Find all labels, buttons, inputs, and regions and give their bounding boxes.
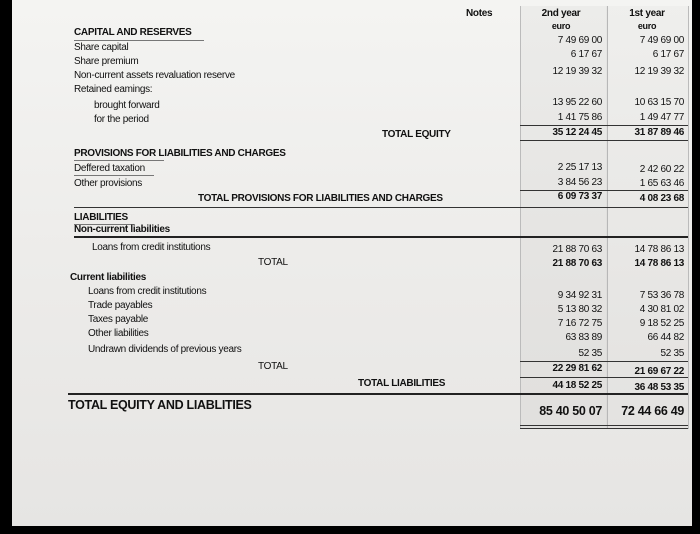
value-y2: 13 95 22 60 [552, 97, 602, 108]
value-y1: 7 49 69 00 [639, 35, 684, 46]
value-y2: 5 13 80 32 [557, 304, 602, 315]
row-label: Taxes payable [88, 314, 149, 325]
value-y2: 1 41 75 86 [557, 112, 602, 123]
grand-total-label: TOTAL EQUITY AND LIABLITIES [68, 398, 252, 412]
noncurrent-total-label: TOTAL [258, 257, 288, 268]
year1-unit: euro [637, 21, 657, 31]
value-y2: 44 18 52 25 [552, 380, 602, 391]
notes-header: Notes [466, 8, 493, 19]
noncurrent-title: Non-current liabilities [74, 224, 170, 235]
divider [74, 40, 204, 41]
total-line [520, 140, 688, 141]
value-y1: 52 35 [660, 348, 684, 359]
divider [74, 160, 164, 161]
row-label: Loans from credit institutions [92, 242, 211, 253]
row-label: Other liabilities [88, 328, 149, 339]
section-line [68, 393, 688, 395]
row-label: Share premium [74, 56, 139, 67]
value-y2: 9 34 92 31 [557, 290, 602, 301]
value-y2: 21 88 70 63 [552, 244, 602, 255]
double-underline [520, 425, 688, 426]
year2-unit: euro [551, 21, 571, 31]
value-y1: 9 18 52 25 [639, 318, 684, 329]
value-y1: 1 49 47 77 [639, 112, 684, 123]
value-y1: 31 87 89 46 [634, 127, 684, 138]
value-y2: 6 09 73 37 [557, 191, 602, 202]
value-y2: 21 88 70 63 [552, 258, 602, 269]
value-y1: 2 42 60 22 [639, 164, 684, 175]
year2-header: 2nd year [541, 8, 581, 19]
value-y2: 7 16 72 75 [557, 318, 602, 329]
value-y1: 6 17 67 [652, 49, 684, 60]
value-y1: 4 08 23 68 [639, 193, 684, 204]
row-label: Trade payables [88, 300, 153, 311]
current-total-label: TOTAL [258, 361, 288, 372]
value-y1: 66 44 82 [647, 332, 684, 343]
value-y2: 22 29 81 62 [552, 363, 602, 374]
retained-earnings-label: Retained eamings: [74, 84, 153, 95]
value-y2: 12 19 39 32 [552, 66, 602, 77]
value-y1: 4 30 81 02 [639, 304, 684, 315]
balance-sheet [12, 0, 692, 526]
double-underline [520, 428, 688, 429]
section-line [74, 207, 688, 208]
grand-total-y2: 85 40 50 07 [539, 404, 602, 418]
value-y1: 14 78 86 13 [634, 258, 684, 269]
row-label: Loans from credit institutions [88, 286, 207, 297]
total-liabilities-label: TOTAL LIABILITIES [358, 378, 446, 389]
value-y2: 6 17 67 [570, 49, 602, 60]
value-y2: 2 25 17 13 [557, 162, 602, 173]
capital-title: CAPITAL AND RESERVES [74, 27, 192, 38]
value-y1: 12 19 39 32 [634, 66, 684, 77]
provisions-title: PROVISIONS FOR LIABILITIES AND CHARGES [74, 148, 286, 159]
subtotal-line [520, 125, 688, 126]
section-line [74, 236, 688, 238]
row-label: Undrawn dividends of previous years [88, 344, 242, 355]
row-label: Non-current assets revaluation reserve [74, 70, 235, 81]
divider [74, 175, 154, 176]
row-label: brought forward [94, 100, 160, 111]
subtotal-line [520, 361, 688, 362]
total-provisions-label: TOTAL PROVISIONS FOR LIABILITIES AND CHARGES [198, 193, 443, 204]
row-label: for the period [94, 114, 149, 125]
value-y2: 7 49 69 00 [557, 35, 602, 46]
liabilities-title: LIABILITIES [74, 212, 128, 223]
row-label: Other provisions [74, 178, 143, 189]
value-y2: 35 12 24 45 [552, 127, 602, 138]
year1-header: 1st year [629, 8, 665, 19]
value-y1: 7 53 36 78 [639, 290, 684, 301]
subtotal-line [520, 377, 688, 378]
value-y1: 14 78 86 13 [634, 244, 684, 255]
current-title: Current liabilities [70, 272, 146, 283]
value-y1: 10 63 15 70 [634, 97, 684, 108]
value-y2: 52 35 [578, 348, 602, 359]
total-equity-label: TOTAL EQUITY [382, 129, 451, 140]
grand-total-y1: 72 44 66 49 [621, 404, 684, 418]
row-label: Deffered taxation [74, 163, 145, 174]
value-y1: 36 48 53 35 [634, 382, 684, 393]
value-y1: 21 69 67 22 [634, 366, 684, 377]
row-label: Share capital [74, 42, 129, 53]
value-y2: 63 83 89 [565, 332, 602, 343]
value-y1: 1 65 63 46 [639, 178, 684, 189]
value-y2: 3 84 56 23 [557, 177, 602, 188]
